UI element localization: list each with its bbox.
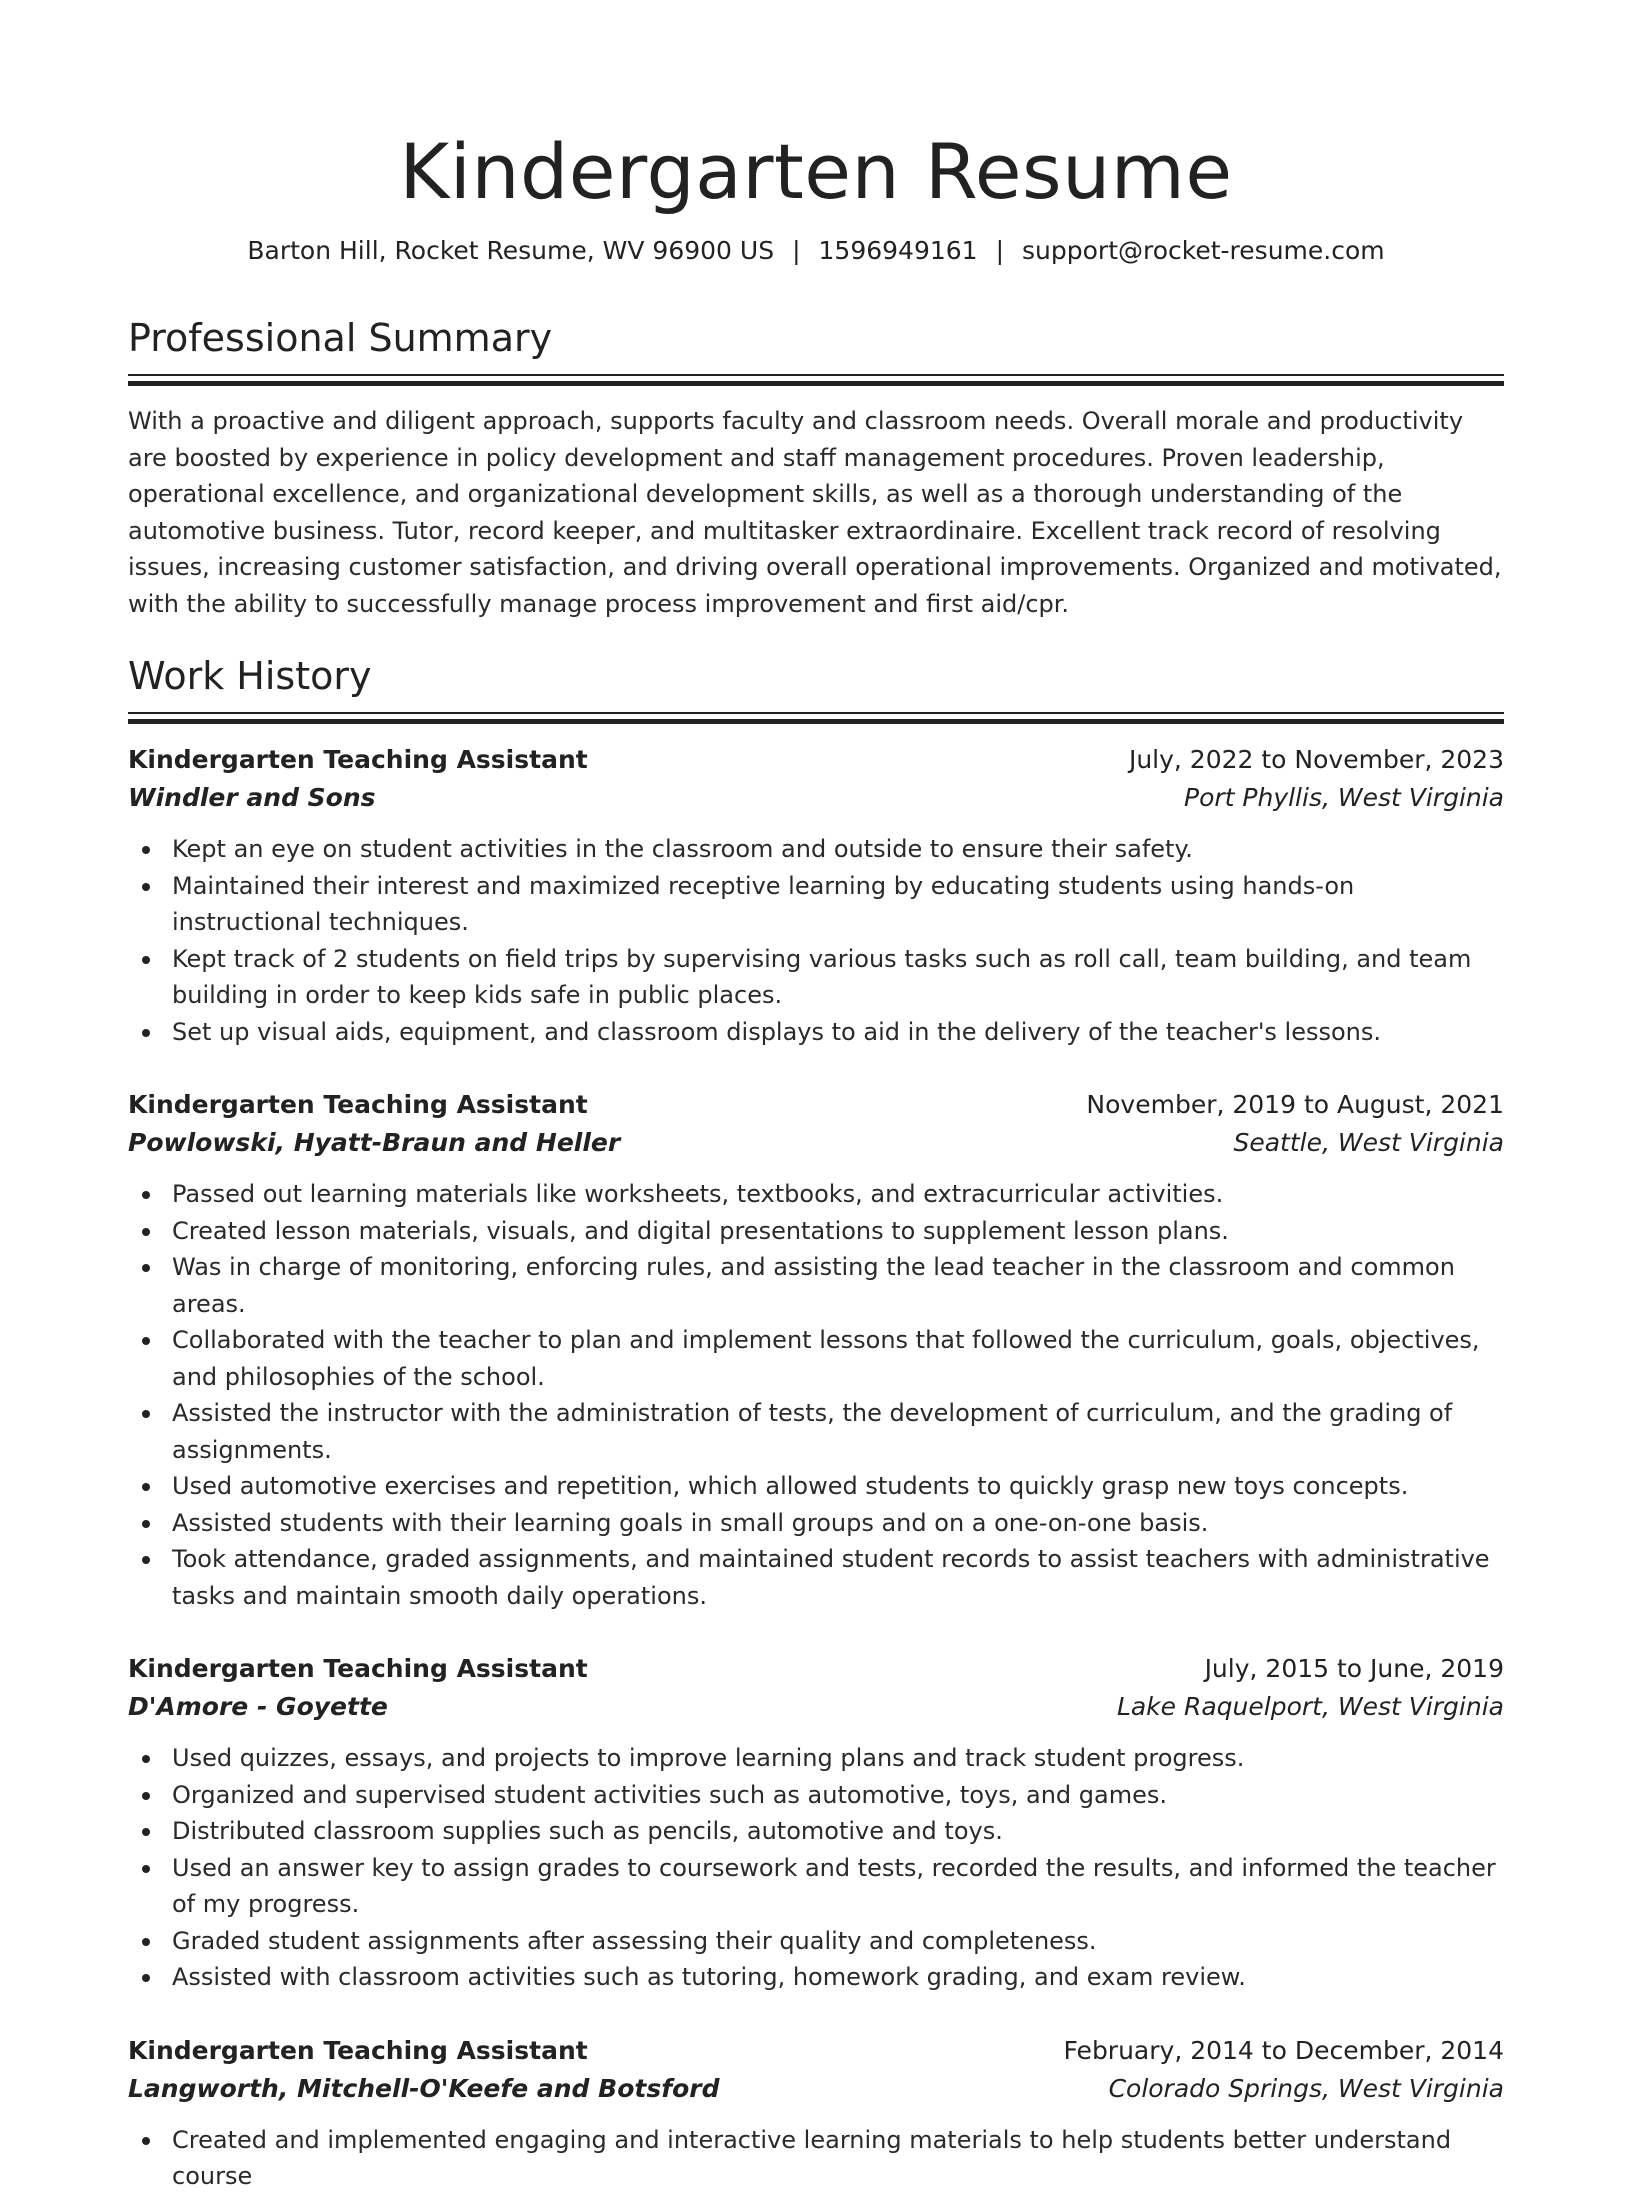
job-company-row — [128, 1124, 1504, 1162]
section-title-summary: Professional Summary — [128, 316, 553, 360]
job-company: D'Amore - Goyette — [128, 1692, 388, 1721]
resume-name: Kindergarten Resume — [399, 127, 1233, 216]
job-entry — [128, 2032, 1504, 2195]
resume-page — [128, 0, 1504, 2195]
job-header-row — [128, 1086, 1504, 1124]
job-bullet: Assisted the instructor with the administration of tests, the development of curriculum, and the grading of assignments. — [128, 1395, 1504, 1468]
job-entry — [128, 741, 1504, 1050]
job-bullet: Distributed classroom supplies such as pencils, automotive and toys. — [128, 1813, 1504, 1850]
job-bullet: Created lesson materials, visuals, and digital presentations to supplement lesson plans. — [128, 1213, 1504, 1250]
contact-email: support@rocket-resume.com — [1022, 236, 1385, 265]
job-bullet: Assisted with classroom activities such as tutoring, homework grading, and exam review. — [128, 1959, 1504, 1996]
job-header-row — [128, 741, 1504, 779]
contact-separator: | — [792, 236, 801, 265]
job-location: Port Phyllis, West Virginia — [1184, 783, 1504, 812]
job-bullet: Used quizzes, essays, and projects to improve learning plans and track student progress. — [128, 1740, 1504, 1777]
job-dates: February, 2014 to December, 2014 — [1063, 2035, 1504, 2065]
summary-text: With a proactive and diligent approach, supports faculty and classroom needs. Overall morale and productivity are boosted by experience in policy development and staff management procedures. Proven leadership, operational excellence, and organizational development skills, as well as a thorough understanding of the automotive business. Tutor, record keeper, and multitasker extraordinaire. Excellent track record of resolving issues, increasing customer satisfaction, and driving overall operational improvements. Organized and motivated, with the ability to successfully manage process improvement and first aid/cpr. — [128, 407, 1502, 618]
job-company: Powlowski, Hyatt-Braun and Heller — [128, 1128, 621, 1157]
job-location: Lake Raquelport, West Virginia — [1116, 1692, 1504, 1721]
job-company-row — [128, 779, 1504, 817]
contact-phone: 1596949161 — [818, 236, 978, 265]
job-bullet: Created and implemented engaging and interactive learning materials to help students better understand course — [128, 2122, 1504, 2195]
job-title: Kindergarten Teaching Assistant — [128, 2035, 588, 2065]
job-location: Colorado Springs, West Virginia — [1108, 2073, 1504, 2103]
job-bullet: Kept track of 2 students on field trips by supervising various tasks such as roll call, team building, and team building in order to keep kids safe in public places. — [128, 941, 1504, 1014]
contact-line — [128, 234, 1504, 268]
contact-address: Barton Hill, Rocket Resume, WV 96900 US — [247, 236, 775, 265]
job-bullet: Set up visual aids, equipment, and classroom displays to aid in the delivery of the teacher's lessons. — [128, 1014, 1504, 1051]
work-history-section — [128, 652, 1504, 2195]
job-title: Kindergarten Teaching Assistant — [128, 1090, 588, 1119]
job-dates: July, 2022 to November, 2023 — [1128, 745, 1504, 774]
section-divider — [128, 374, 1504, 385]
job-bullet: Used automotive exercises and repetition, which allowed students to quickly grasp new toys concepts. — [128, 1468, 1504, 1505]
section-divider — [128, 712, 1504, 723]
job-company: Windler and Sons — [128, 783, 376, 812]
job-company: Langworth, Mitchell-O'Keefe and Botsford — [128, 2073, 720, 2103]
job-bullet: Assisted students with their learning goals in small groups and on a one-on-one basis. — [128, 1505, 1504, 1542]
job-company-row — [128, 1688, 1504, 1726]
job-bullet: Graded student assignments after assessing their quality and completeness. — [128, 1923, 1504, 1960]
job-entry — [128, 1650, 1504, 1996]
job-entry — [128, 1086, 1504, 1614]
job-bullet: Collaborated with the teacher to plan and implement lessons that followed the curriculum, goals, objectives, and philosophies of the school. — [128, 1322, 1504, 1395]
section-title-work: Work History — [128, 654, 372, 698]
job-header-row — [128, 2032, 1504, 2070]
job-title: Kindergarten Teaching Assistant — [128, 1654, 588, 1683]
job-bullet: Took attendance, graded assignments, and maintained student records to assist teachers with administrative tasks and maintain smooth daily operations. — [128, 1541, 1504, 1614]
job-bullet-list — [128, 1740, 1504, 1996]
job-bullet-list — [128, 1176, 1504, 1614]
job-bullet-list — [128, 831, 1504, 1050]
job-list — [128, 741, 1504, 2195]
job-dates: November, 2019 to August, 2021 — [1086, 1090, 1504, 1119]
job-title: Kindergarten Teaching Assistant — [128, 745, 588, 774]
contact-separator: | — [995, 236, 1005, 265]
job-bullet: Kept an eye on student activities in the classroom and outside to ensure their safety. — [128, 831, 1504, 868]
job-bullet: Used an answer key to assign grades to coursework and tests, recorded the results, and informed the teacher of my progress. — [128, 1850, 1504, 1923]
job-location: Seattle, West Virginia — [1233, 1128, 1504, 1157]
job-bullet: Maintained their interest and maximized receptive learning by educating students using hands-on instructional techniques. — [128, 868, 1504, 941]
job-bullet: Passed out learning materials like worksheets, textbooks, and extracurricular activities. — [128, 1176, 1504, 1213]
job-header-row — [128, 1650, 1504, 1688]
job-bullet: Organized and supervised student activities such as automotive, toys, and games. — [128, 1777, 1504, 1814]
job-company-row — [128, 2070, 1504, 2108]
job-bullet: Was in charge of monitoring, enforcing rules, and assisting the lead teacher in the classroom and common areas. — [128, 1249, 1504, 1322]
professional-summary-section — [128, 314, 1504, 622]
job-dates: July, 2015 to June, 2019 — [1204, 1654, 1504, 1683]
job-bullet-list — [128, 2122, 1504, 2195]
